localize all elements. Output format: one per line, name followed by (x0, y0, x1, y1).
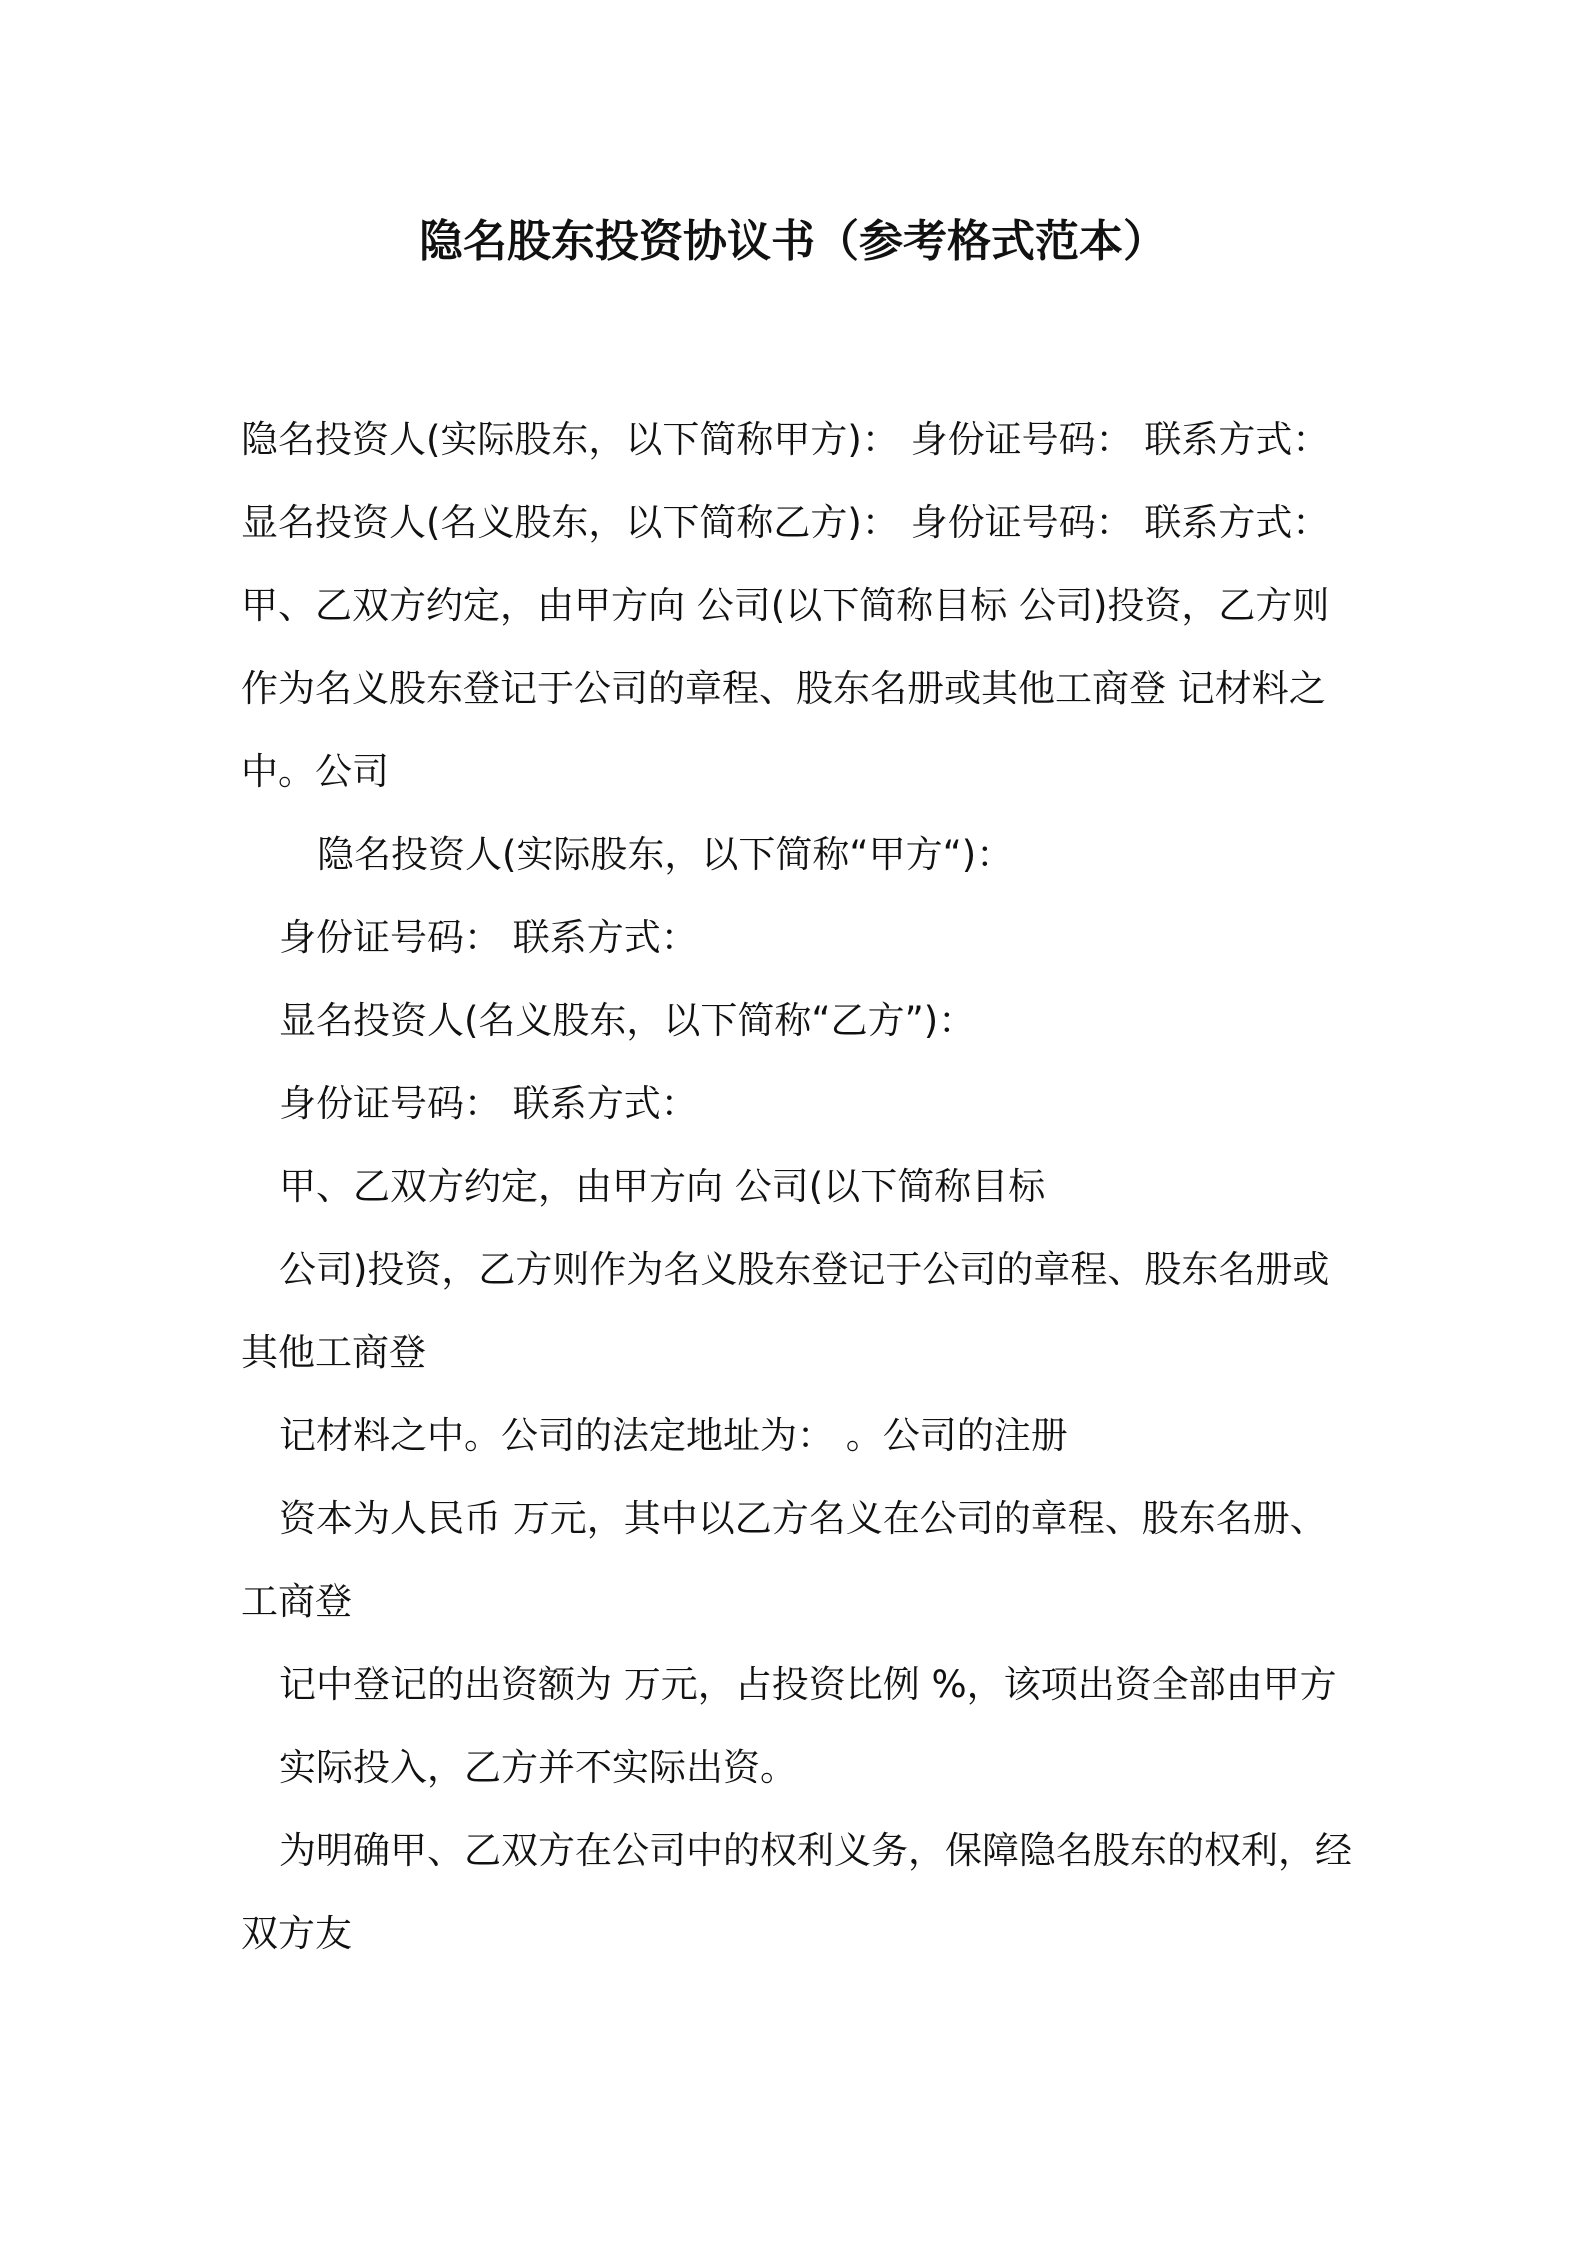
body-line: 显名投资人(名义股东，以下简称乙方)： 身份证号码： 联系方式： (241, 501, 1330, 544)
body-line: 公司)投资，乙方则作为名义股东登记于公司的章程、股东名册或 (279, 1248, 1330, 1291)
body-line: 资本为人民币 万元，其中以乙方名义在公司的章程、股东名册、 (279, 1497, 1327, 1540)
body-line: 身份证号码： 联系方式： (279, 1082, 698, 1125)
body-line: 为明确甲、乙双方在公司中的权利义务，保障隐名股东的权利，经 (279, 1829, 1352, 1872)
body-line: 甲、乙双方约定，由甲方向 公司(以下简称目标 公司)投资，乙方则 (241, 584, 1330, 627)
body-line: 工商登 (241, 1580, 352, 1623)
body-line: 中。公司 (241, 750, 389, 793)
body-line: 双方友 (241, 1912, 352, 1955)
body-line: 记材料之中。公司的法定地址为： 。公司的注册 (279, 1414, 1068, 1457)
document-body (241, 398, 1361, 1975)
body-line: 记中登记的出资额为 万元，占投资比例 %，该项出资全部由甲方 (279, 1663, 1337, 1706)
body-line: 甲、乙双方约定，由甲方向 公司(以下简称目标 (279, 1165, 1046, 1208)
body-line: 其他工商登 (241, 1331, 426, 1374)
body-line: 隐名投资人(实际股东，以下简称“甲方“)： (317, 833, 1014, 876)
body-line: 隐名投资人(实际股东，以下简称甲方)： 身份证号码： 联系方式： (241, 418, 1330, 461)
body-line: 实际投入，乙方并不实际出资。 (279, 1746, 797, 1789)
document-title: 隐名股东投资协议书（参考格式范本） (419, 216, 1167, 267)
body-line: 身份证号码： 联系方式： (279, 916, 698, 959)
body-line: 作为名义股东登记于公司的章程、股东名册或其他工商登 记材料之 (241, 667, 1326, 710)
body-line: 显名投资人(名义股东，以下简称“乙方”)： (279, 999, 976, 1042)
